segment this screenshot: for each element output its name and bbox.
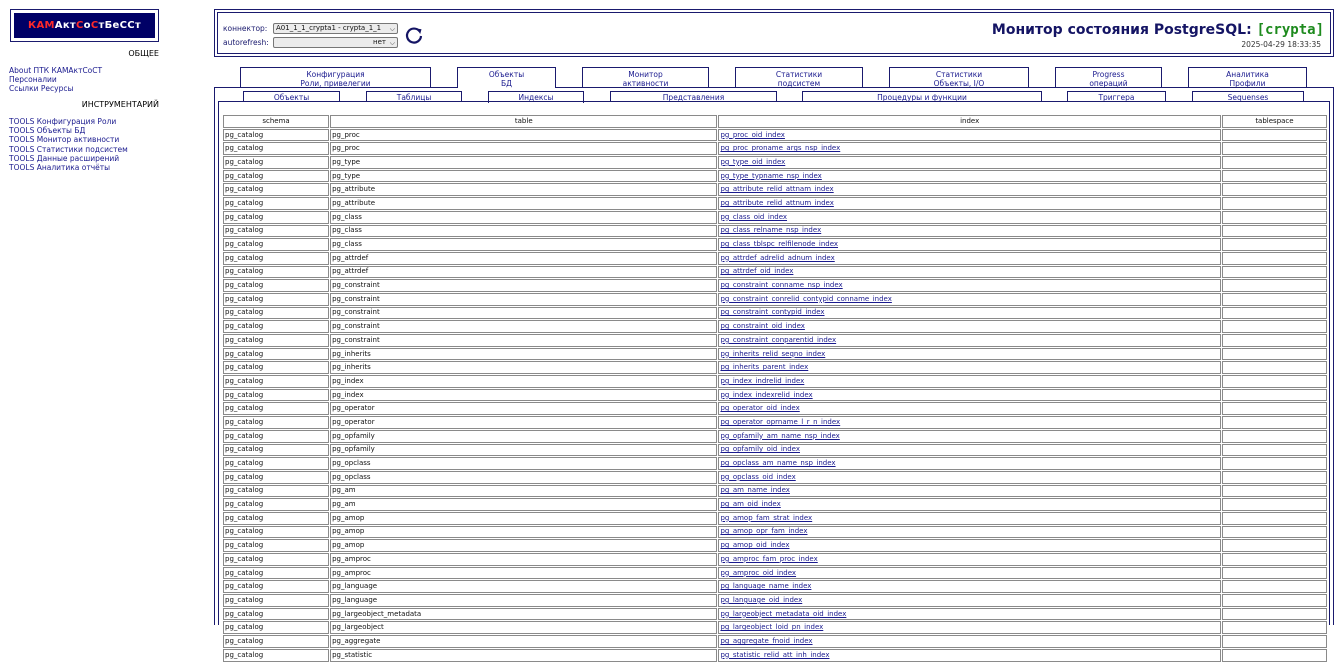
cell-tablespace xyxy=(1222,211,1327,224)
cell-tablespace xyxy=(1222,279,1327,292)
cell-schema: pg_catalog xyxy=(223,608,329,621)
tab-main-3[interactable] xyxy=(582,67,709,87)
logo-letter: С xyxy=(76,20,84,31)
tab-main-1[interactable] xyxy=(240,67,431,87)
cell-table: pg_index xyxy=(330,375,717,388)
cell-table: pg_aggregate xyxy=(330,635,717,648)
cell-schema: pg_catalog xyxy=(223,635,329,648)
cell-index[interactable]: pg_largeobject_loid_pn_index xyxy=(718,621,1220,634)
cell-tablespace xyxy=(1222,266,1327,279)
cell-tablespace xyxy=(1222,293,1327,306)
cell-tablespace xyxy=(1222,334,1327,347)
cell-tablespace xyxy=(1222,170,1327,183)
table-row xyxy=(223,457,1327,470)
cell-schema: pg_catalog xyxy=(223,375,329,388)
table-row xyxy=(223,129,1327,142)
table-row xyxy=(223,238,1327,251)
cell-schema: pg_catalog xyxy=(223,471,329,484)
table-row xyxy=(223,567,1327,580)
cell-schema: pg_catalog xyxy=(223,183,329,196)
autorefresh-label: autorefresh: xyxy=(223,38,269,47)
cell-tablespace xyxy=(1222,348,1327,361)
cell-index[interactable]: pg_language_name_index xyxy=(718,580,1220,593)
tab-label-line1: Аналитика xyxy=(1226,70,1269,79)
refresh-icon[interactable] xyxy=(404,26,424,46)
cell-schema: pg_catalog xyxy=(223,361,329,374)
header-panel xyxy=(214,9,1334,57)
cell-table: pg_opclass xyxy=(330,471,717,484)
cell-table: pg_class xyxy=(330,238,717,251)
cell-tablespace xyxy=(1222,375,1327,388)
timestamp: 2025-04-29 18:33:35 xyxy=(1241,40,1321,49)
cell-table: pg_constraint xyxy=(330,293,717,306)
tab-label-line1: Объекты xyxy=(488,70,525,79)
table-row xyxy=(223,444,1327,457)
cell-schema: pg_catalog xyxy=(223,649,329,662)
tab-main-6[interactable] xyxy=(1055,67,1162,87)
table-row xyxy=(223,211,1327,224)
cell-index[interactable]: pg_opclass_oid_index xyxy=(718,471,1220,484)
cell-tablespace xyxy=(1222,621,1327,634)
cell-tablespace xyxy=(1222,567,1327,580)
logo-letter: БеССт xyxy=(104,20,141,31)
page-title xyxy=(992,22,1324,38)
table-row xyxy=(223,621,1327,634)
cell-index[interactable]: pg_am_oid_index xyxy=(718,498,1220,511)
cell-tablespace xyxy=(1222,608,1327,621)
cell-schema: pg_catalog xyxy=(223,430,329,443)
tab-label-line1: Статистики xyxy=(935,70,983,79)
logo-letter: КАМ xyxy=(28,20,55,31)
cell-tablespace xyxy=(1222,580,1327,593)
cell-index[interactable]: pg_operator_oprname_l_r_n_index xyxy=(718,416,1220,429)
tab-sub-6[interactable]: Триггера xyxy=(1067,91,1166,102)
table-row xyxy=(223,649,1327,662)
cell-schema: pg_catalog xyxy=(223,402,329,415)
table-row xyxy=(223,471,1327,484)
chevron-down-icon: ⌵ xyxy=(389,25,395,33)
table-row xyxy=(223,430,1327,443)
logo[interactable] xyxy=(10,9,159,42)
cell-table: pg_amop xyxy=(330,539,717,552)
tab-label-line1: Конфигурация xyxy=(306,70,365,79)
cell-index[interactable]: pg_amop_fam_strat_index xyxy=(718,512,1220,525)
cell-index[interactable]: pg_class_tblspc_relfilenode_index xyxy=(718,238,1220,251)
cell-index[interactable]: pg_attribute_relid_attnam_index xyxy=(718,183,1220,196)
cell-schema: pg_catalog xyxy=(223,485,329,498)
cell-index[interactable]: pg_index_indexrelid_index xyxy=(718,389,1220,402)
table-body xyxy=(223,129,1327,662)
table-row xyxy=(223,512,1327,525)
cell-schema: pg_catalog xyxy=(223,539,329,552)
cell-tablespace xyxy=(1222,594,1327,607)
cell-schema: pg_catalog xyxy=(223,142,329,155)
logo-letter: т xyxy=(98,20,105,31)
cell-tablespace xyxy=(1222,471,1327,484)
cell-index[interactable]: pg_attribute_relid_attnum_index xyxy=(718,197,1220,210)
tab-label-line1: Progress xyxy=(1092,70,1125,79)
sidebar-link-general[interactable]: Персоналии xyxy=(9,75,57,85)
cell-index[interactable]: pg_constraint_conparentid_index xyxy=(718,334,1220,347)
cell-index[interactable]: pg_type_oid_index xyxy=(718,156,1220,169)
table-row xyxy=(223,142,1327,155)
cell-schema: pg_catalog xyxy=(223,225,329,238)
cell-schema: pg_catalog xyxy=(223,567,329,580)
cell-table: pg_constraint xyxy=(330,320,717,333)
sidebar-link-tools[interactable]: TOOLS Данные расширений xyxy=(9,153,120,163)
table-row xyxy=(223,402,1327,415)
logo-letter: о xyxy=(83,20,91,31)
cell-tablespace xyxy=(1222,416,1327,429)
cell-schema: pg_catalog xyxy=(223,197,329,210)
cell-index[interactable]: pg_amop_oid_index xyxy=(718,539,1220,552)
cell-tablespace xyxy=(1222,649,1327,662)
cell-table: pg_opfamily xyxy=(330,430,717,443)
tab-label-line2: БД xyxy=(500,79,512,88)
cell-schema: pg_catalog xyxy=(223,621,329,634)
cell-index[interactable]: pg_opfamily_oid_index xyxy=(718,444,1220,457)
sidebar-link-general[interactable]: Ссылки Ресурсы xyxy=(9,84,74,94)
cell-tablespace xyxy=(1222,225,1327,238)
cell-table: pg_inherits xyxy=(330,348,717,361)
cell-tablespace xyxy=(1222,320,1327,333)
sidebar-tools-list xyxy=(9,117,128,172)
cell-index[interactable]: pg_attrdef_adrelid_adnum_index xyxy=(718,252,1220,265)
cell-tablespace xyxy=(1222,361,1327,374)
cell-index[interactable]: pg_amproc_oid_index xyxy=(718,567,1220,580)
table-row xyxy=(223,539,1327,552)
cell-table: pg_operator xyxy=(330,402,717,415)
column-header-schema[interactable]: schema xyxy=(223,115,329,128)
cell-table: pg_type xyxy=(330,170,717,183)
cell-table: pg_am xyxy=(330,485,717,498)
cell-index[interactable]: pg_index_indrelid_index xyxy=(718,375,1220,388)
cell-table: pg_class xyxy=(330,225,717,238)
cell-index[interactable]: pg_class_relname_nsp_index xyxy=(718,225,1220,238)
table-row xyxy=(223,252,1327,265)
logo-letter: С xyxy=(90,20,99,31)
cell-table: pg_constraint xyxy=(330,279,717,292)
cell-tablespace xyxy=(1222,539,1327,552)
tab-main-2[interactable] xyxy=(457,67,556,88)
connector-select-value: A01_1_1_crypta1 - crypta_1_1 xyxy=(276,24,382,32)
tab-sub-4[interactable]: Представления xyxy=(610,91,777,102)
cell-schema: pg_catalog xyxy=(223,444,329,457)
chevron-down-icon: ⌵ xyxy=(389,39,395,47)
tab-label-line2: Профили xyxy=(1229,79,1266,88)
tab-sub-2[interactable]: Таблицы xyxy=(366,91,462,102)
table-row xyxy=(223,293,1327,306)
table-row xyxy=(223,170,1327,183)
sidebar-link-tools[interactable]: TOOLS Статистики подсистем xyxy=(9,144,128,154)
sidebar-link-tools[interactable]: TOOLS Конфигурация Роли xyxy=(9,117,117,126)
cell-index[interactable]: pg_constraint_conname_nsp_index xyxy=(718,279,1220,292)
table-row xyxy=(223,498,1327,511)
cell-table: pg_opfamily xyxy=(330,444,717,457)
column-header-index[interactable]: index xyxy=(718,115,1220,128)
cell-table: pg_class xyxy=(330,211,717,224)
cell-index[interactable]: pg_attrdef_oid_index xyxy=(718,266,1220,279)
cell-index[interactable]: pg_language_oid_index xyxy=(718,594,1220,607)
table-row xyxy=(223,375,1327,388)
tab-main-7[interactable] xyxy=(1188,67,1307,87)
cell-tablespace xyxy=(1222,142,1327,155)
cell-table: pg_index xyxy=(330,389,717,402)
cell-table: pg_amproc xyxy=(330,567,717,580)
table-row xyxy=(223,320,1327,333)
cell-schema: pg_catalog xyxy=(223,416,329,429)
cell-tablespace xyxy=(1222,238,1327,251)
cell-table: pg_largeobject xyxy=(330,621,717,634)
cell-table: pg_language xyxy=(330,580,717,593)
cell-tablespace xyxy=(1222,402,1327,415)
cell-table: pg_constraint xyxy=(330,334,717,347)
sidebar-link-tools[interactable]: TOOLS Аналитика отчёты xyxy=(9,163,111,173)
table-row xyxy=(223,526,1327,539)
cell-schema: pg_catalog xyxy=(223,512,329,525)
table-row xyxy=(223,594,1327,607)
cell-index[interactable]: pg_class_oid_index xyxy=(718,211,1220,224)
table-row xyxy=(223,485,1327,498)
tab-label-line2: операций xyxy=(1089,79,1128,88)
cell-tablespace xyxy=(1222,553,1327,566)
cell-table: pg_amproc xyxy=(330,553,717,566)
cell-schema: pg_catalog xyxy=(223,238,329,251)
sidebar-heading-general: ОБЩЕЕ xyxy=(128,49,159,58)
cell-schema: pg_catalog xyxy=(223,594,329,607)
table-row xyxy=(223,348,1327,361)
cell-schema: pg_catalog xyxy=(223,526,329,539)
cell-tablespace xyxy=(1222,156,1327,169)
sidebar-link-general[interactable]: About ПТК КАМАктСоСТ xyxy=(9,66,103,75)
cell-table: pg_language xyxy=(330,594,717,607)
cell-tablespace xyxy=(1222,444,1327,457)
table-header-row xyxy=(223,115,1327,128)
cell-table: pg_amop xyxy=(330,526,717,539)
cell-table: pg_inherits xyxy=(330,361,717,374)
cell-schema: pg_catalog xyxy=(223,266,329,279)
content-panel xyxy=(218,101,1330,659)
tab-label-line2: Роли, привелегии xyxy=(300,79,371,88)
db-name: [crypta] xyxy=(1256,22,1324,38)
cell-tablespace xyxy=(1222,129,1327,142)
cell-index[interactable]: pg_am_name_index xyxy=(718,485,1220,498)
cell-index[interactable]: pg_inherits_parent_index xyxy=(718,361,1220,374)
table-row xyxy=(223,183,1327,196)
cell-table: pg_attribute xyxy=(330,197,717,210)
connector-label: коннектор: xyxy=(223,24,268,33)
table-row xyxy=(223,389,1327,402)
cell-schema: pg_catalog xyxy=(223,457,329,470)
tab-label-line2: Объекты, I/O xyxy=(933,79,985,88)
cell-table: pg_am xyxy=(330,498,717,511)
cell-index[interactable]: pg_inherits_relid_seqno_index xyxy=(718,348,1220,361)
cell-schema: pg_catalog xyxy=(223,156,329,169)
cell-index[interactable]: pg_aggregate_fnoid_index xyxy=(718,635,1220,648)
cell-index[interactable]: pg_operator_oid_index xyxy=(718,402,1220,415)
logo-letter: кт xyxy=(62,20,77,31)
autorefresh-select-value: нет xyxy=(373,38,386,46)
cell-index[interactable]: pg_constraint_oid_index xyxy=(718,320,1220,333)
table-row xyxy=(223,156,1327,169)
cell-tablespace xyxy=(1222,526,1327,539)
tab-main-4[interactable] xyxy=(735,67,863,87)
sidebar-link-tools[interactable]: TOOLS Монитор активности xyxy=(9,135,120,145)
table-row xyxy=(223,361,1327,374)
cell-tablespace xyxy=(1222,430,1327,443)
cell-schema: pg_catalog xyxy=(223,498,329,511)
cell-table: pg_attribute xyxy=(330,183,717,196)
table-row xyxy=(223,608,1327,621)
cell-tablespace xyxy=(1222,197,1327,210)
cell-index[interactable]: pg_constraint_contypid_index xyxy=(718,307,1220,320)
table-row xyxy=(223,334,1327,347)
page-title-text: Монитор состояния PostgreSQL: xyxy=(991,22,1252,38)
connector-select[interactable] xyxy=(273,23,398,34)
sidebar xyxy=(0,0,170,625)
table-row xyxy=(223,580,1327,593)
header-inner xyxy=(217,12,1331,54)
cell-table: pg_opclass xyxy=(330,457,717,470)
tab-sub-3[interactable]: Индексы xyxy=(488,91,584,103)
cell-schema: pg_catalog xyxy=(223,170,329,183)
cell-tablespace xyxy=(1222,498,1327,511)
cell-table: pg_largeobject_metadata xyxy=(330,608,717,621)
cell-tablespace xyxy=(1222,252,1327,265)
cell-table: pg_type xyxy=(330,156,717,169)
cell-index[interactable]: pg_amop_opr_fam_index xyxy=(718,526,1220,539)
logo-letter: А xyxy=(54,20,63,31)
cell-tablespace xyxy=(1222,485,1327,498)
cell-table: pg_statistic xyxy=(330,649,717,662)
cell-index[interactable]: pg_proc_oid_index xyxy=(718,129,1220,142)
tab-label-line2: активности xyxy=(622,79,669,88)
cell-schema: pg_catalog xyxy=(223,389,329,402)
cell-index[interactable]: pg_largeobject_metadata_oid_index xyxy=(718,608,1220,621)
tab-main-5[interactable] xyxy=(889,67,1029,87)
tab-label-line2: подсистем xyxy=(777,79,821,88)
cell-table: pg_constraint xyxy=(330,307,717,320)
cell-schema: pg_catalog xyxy=(223,129,329,142)
cell-table: pg_proc xyxy=(330,142,717,155)
cell-schema: pg_catalog xyxy=(223,211,329,224)
cell-tablespace xyxy=(1222,635,1327,648)
cell-schema: pg_catalog xyxy=(223,307,329,320)
cell-tablespace xyxy=(1222,183,1327,196)
cell-tablespace xyxy=(1222,512,1327,525)
cell-tablespace xyxy=(1222,389,1327,402)
cell-table: pg_amop xyxy=(330,512,717,525)
table-row xyxy=(223,635,1327,648)
table-row xyxy=(223,416,1327,429)
cell-tablespace xyxy=(1222,457,1327,470)
cell-index[interactable]: pg_opfamily_am_name_nsp_index xyxy=(718,430,1220,443)
cell-schema: pg_catalog xyxy=(223,553,329,566)
cell-tablespace xyxy=(1222,307,1327,320)
cell-table: pg_attrdef xyxy=(330,252,717,265)
cell-index[interactable]: pg_type_typname_nsp_index xyxy=(718,170,1220,183)
table-row xyxy=(223,307,1327,320)
table-row xyxy=(223,553,1327,566)
cell-table: pg_attrdef xyxy=(330,266,717,279)
cell-table: pg_proc xyxy=(330,129,717,142)
cell-index[interactable]: pg_constraint_conrelid_contypid_conname_index xyxy=(718,293,1220,306)
cell-schema: pg_catalog xyxy=(223,580,329,593)
table-row xyxy=(223,225,1327,238)
cell-schema: pg_catalog xyxy=(223,348,329,361)
cell-schema: pg_catalog xyxy=(223,320,329,333)
cell-schema: pg_catalog xyxy=(223,252,329,265)
sidebar-link-tools[interactable]: TOOLS Объекты БД xyxy=(9,126,86,136)
cell-index[interactable]: pg_amproc_fam_proc_index xyxy=(718,553,1220,566)
cell-index[interactable]: pg_proc_proname_args_nsp_index xyxy=(718,142,1220,155)
tab-label-line1: Статистики xyxy=(775,70,823,79)
cell-table: pg_operator xyxy=(330,416,717,429)
sidebar-heading-tools: ИНСТРУМЕНТАРИЙ xyxy=(81,100,159,109)
tab-label-line1: Монитор xyxy=(628,70,663,79)
tab-sub-5[interactable]: Процедуры и функции xyxy=(802,91,1042,102)
cell-schema: pg_catalog xyxy=(223,279,329,292)
cell-schema: pg_catalog xyxy=(223,334,329,347)
table-row xyxy=(223,197,1327,210)
table-row xyxy=(223,266,1327,279)
autorefresh-select[interactable] xyxy=(273,37,398,48)
cell-schema: pg_catalog xyxy=(223,293,329,306)
cell-index[interactable]: pg_statistic_relid_att_inh_index xyxy=(718,649,1220,662)
tab-sub-7[interactable]: Sequenses xyxy=(1192,91,1304,102)
cell-index[interactable]: pg_opclass_am_name_nsp_index xyxy=(718,457,1220,470)
indexes-table xyxy=(222,114,1328,663)
logo-text xyxy=(13,12,156,39)
sidebar-general-list xyxy=(9,66,102,94)
column-header-tablespace[interactable]: tablespace xyxy=(1222,115,1327,128)
tab-sub-1[interactable]: Объекты xyxy=(243,91,340,102)
table-row xyxy=(223,279,1327,292)
column-header-table[interactable]: table xyxy=(330,115,717,128)
